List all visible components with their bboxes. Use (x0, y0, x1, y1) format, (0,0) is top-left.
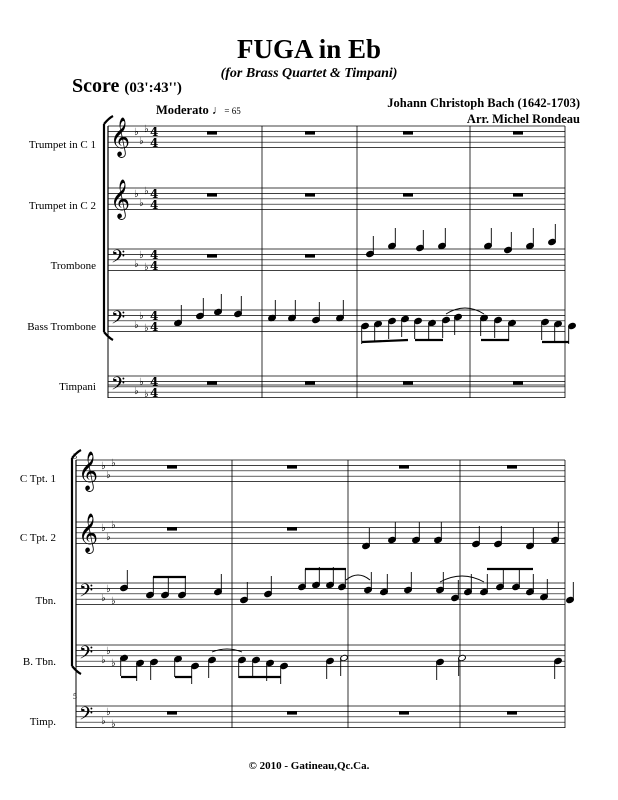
instrument-label-tbn: Tbn. (35, 595, 56, 607)
time-signature-top: 4 (150, 375, 159, 389)
time-signature-bottom: 4 (150, 259, 159, 273)
bass-clef-icon: 𝄢 (111, 308, 126, 333)
flat-icon: ♭ (111, 596, 116, 607)
flat-icon: ♭ (139, 250, 144, 261)
whole-rest (287, 527, 297, 530)
flat-icon: ♭ (144, 323, 149, 334)
whole-rest (167, 711, 177, 714)
time-signature-top: 4 (150, 187, 159, 201)
whole-rest (399, 465, 409, 468)
instrument-label-trumpet-2: Trumpet in C 2 (28, 200, 96, 212)
instrument-label-c-tpt-1: C Tpt. 1 (19, 473, 56, 485)
bass-clef-icon: 𝄢 (111, 374, 126, 399)
staves (72, 116, 576, 730)
whole-rest (513, 193, 523, 196)
instrument-label-c-tpt-2: C Tpt. 2 (19, 532, 56, 544)
whole-rest (287, 711, 297, 714)
tie (346, 575, 370, 580)
flat-icon: ♭ (106, 532, 111, 543)
tie (440, 576, 484, 582)
whole-rest (403, 131, 413, 134)
flat-icon: ♭ (139, 198, 144, 209)
whole-rest (513, 131, 523, 134)
flat-icon: ♭ (106, 646, 111, 657)
bass-clef-icon: 𝄢 (79, 643, 94, 668)
treble-clef-icon: 𝄞 (78, 513, 99, 553)
flat-icon: ♭ (144, 186, 149, 197)
flat-icon: ♭ (144, 262, 149, 273)
whole-rest (507, 465, 517, 468)
tempo-bpm: = 65 (224, 106, 241, 116)
flat-icon: ♭ (111, 658, 116, 669)
flat-icon: ♭ (101, 461, 106, 472)
whole-rest (305, 254, 315, 257)
flat-icon: ♭ (101, 523, 106, 534)
instrument-label-b-tbn: B. Tbn. (22, 656, 56, 668)
bass-clef-icon: 𝄢 (79, 581, 94, 606)
flat-icon: ♭ (134, 259, 139, 270)
time-signature-bottom: 4 (150, 136, 159, 150)
time-signature-top: 4 (150, 309, 159, 323)
flat-icon: ♭ (106, 707, 111, 718)
bass-clef-icon: 𝄢 (79, 704, 94, 729)
time-signature-bottom: 4 (150, 198, 159, 212)
treble-clef-icon: 𝄞 (110, 179, 131, 219)
whole-rest (167, 465, 177, 468)
whole-rest (507, 711, 517, 714)
treble-clef-icon: 𝄞 (110, 117, 131, 157)
instrument-label-bass-trombone: Bass Trombone (27, 321, 96, 333)
whole-rest (207, 193, 217, 196)
whole-rest (305, 193, 315, 196)
flat-icon: ♭ (101, 716, 106, 727)
copyright-footer: © 2010 - Gatineau,Qc.Ca. (248, 760, 370, 772)
timp-measure-number: 5 (73, 692, 77, 701)
instrument-label-timp: Timp. (29, 716, 56, 728)
score-duration: (03':43'') (124, 80, 182, 96)
time-signature-top: 4 (150, 248, 159, 262)
score-subtitle: (for Brass Quartet & Timpani) (220, 66, 398, 81)
instrument-label-trombone: Trombone (50, 260, 96, 272)
flat-icon: ♭ (106, 584, 111, 595)
whole-rest (403, 193, 413, 196)
whole-rest (399, 711, 409, 714)
flat-icon: ♭ (101, 655, 106, 666)
composer: Johann Christoph Bach (1642-1703) (387, 96, 580, 110)
instrument-label-timpani: Timpani (59, 381, 96, 393)
whole-rest (287, 465, 297, 468)
beam (362, 340, 408, 342)
whole-rest (207, 381, 217, 384)
whole-rest (513, 381, 523, 384)
flat-icon: ♭ (139, 136, 144, 147)
flat-icon: ♭ (139, 377, 144, 388)
score-label-text: Score (72, 75, 120, 97)
flat-icon: ♭ (134, 127, 139, 138)
flat-icon: ♭ (101, 593, 106, 604)
whole-rest (207, 131, 217, 134)
flat-icon: ♭ (134, 320, 139, 331)
measure-number: 5 (73, 452, 77, 461)
tempo-word: Moderato (156, 103, 209, 117)
instrument-label-trumpet-1: Trumpet in C 1 (28, 139, 96, 151)
whole-rest (305, 131, 315, 134)
time-signature-bottom: 4 (150, 320, 159, 334)
whole-rest (305, 381, 315, 384)
flat-icon: ♭ (134, 386, 139, 397)
whole-rest (403, 381, 413, 384)
flat-icon: ♭ (111, 719, 116, 730)
tie (446, 308, 484, 314)
whole-rest (207, 254, 217, 257)
whole-rest (167, 527, 177, 530)
flat-icon: ♭ (144, 389, 149, 400)
score-title: FUGA in Eb (236, 34, 382, 64)
flat-icon: ♭ (111, 458, 116, 469)
bass-clef-icon: 𝄢 (111, 247, 126, 272)
flat-icon: ♭ (134, 189, 139, 200)
time-signature-bottom: 4 (150, 386, 159, 400)
time-signature-top: 4 (150, 125, 159, 139)
quarter-note-icon: ♩ (211, 103, 225, 117)
treble-clef-icon: 𝄞 (78, 451, 99, 491)
flat-icon: ♭ (106, 470, 111, 481)
flat-icon: ♭ (144, 124, 149, 135)
flat-icon: ♭ (139, 311, 144, 322)
arranger: Arr. Michel Rondeau (466, 112, 580, 126)
flat-icon: ♭ (111, 520, 116, 531)
